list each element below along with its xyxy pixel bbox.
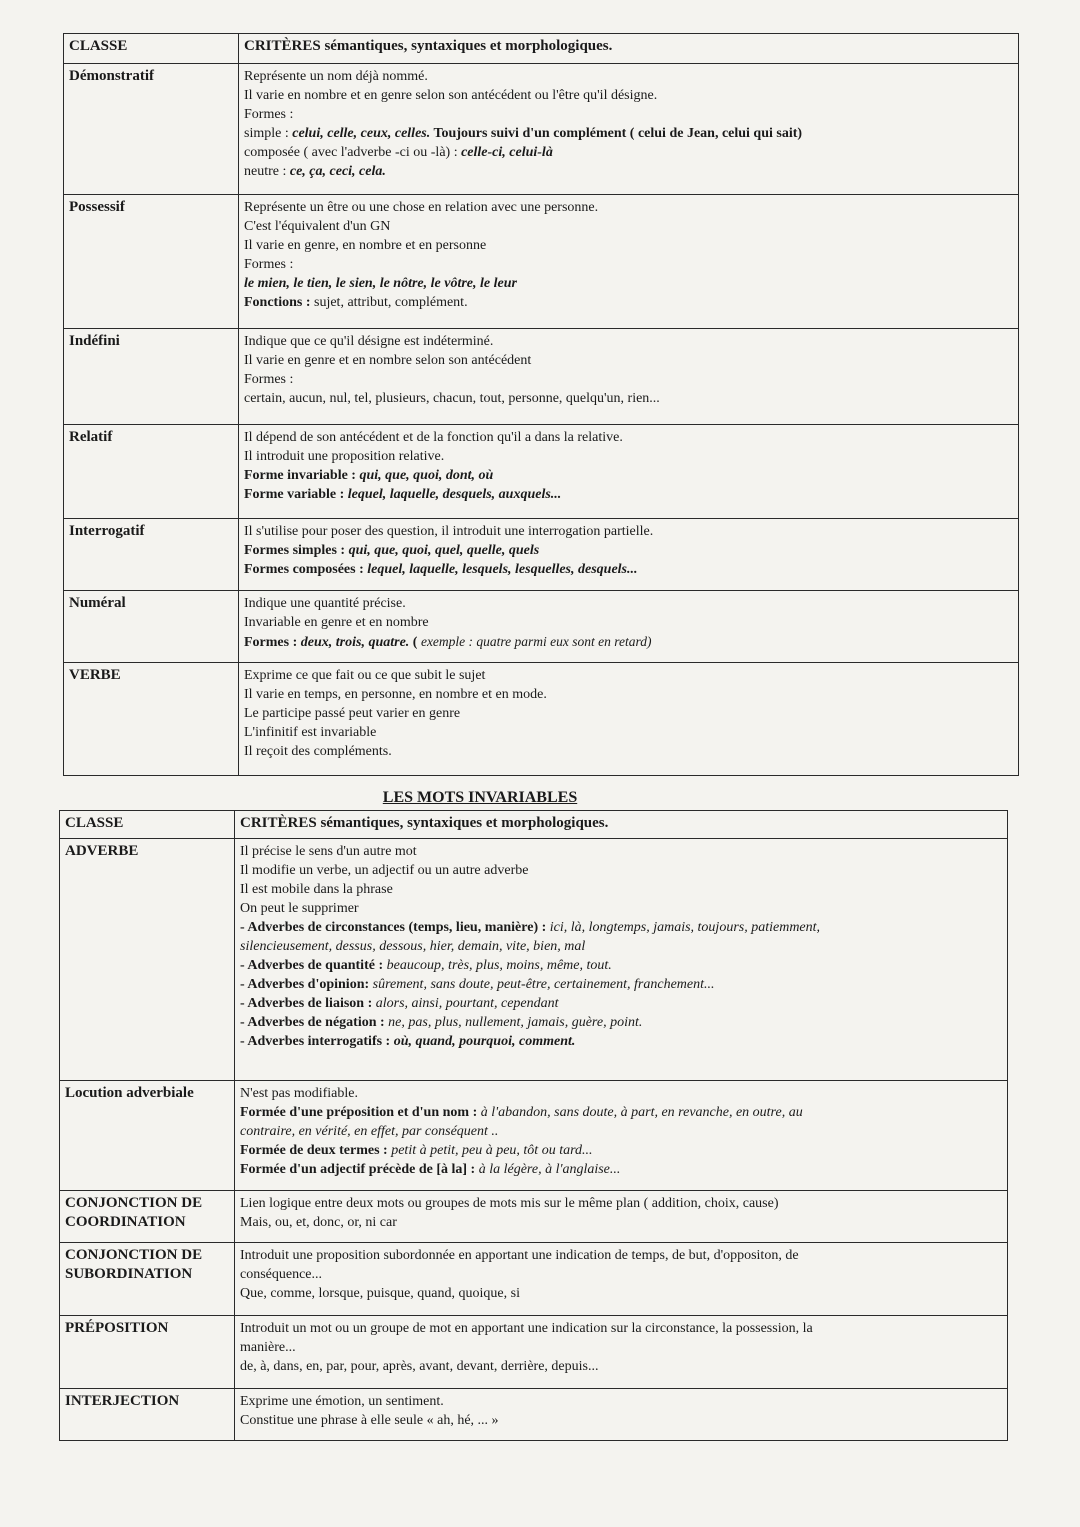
text-line: CONJONCTION DE: [65, 1247, 203, 1263]
forms-text: où, quand, pourquoi, comment.: [393, 1034, 576, 1049]
text-line: Introduit une proposition subordonnée en apportant une indication de temps, de but, d'oppositon, de: [240, 1248, 799, 1263]
text-line: Le participe passé peut varier en genre: [244, 706, 461, 721]
text-segment: sujet, attribut, complément.: [310, 295, 468, 310]
text-segment: - Adverbes interrogatifs :: [240, 1034, 394, 1049]
text-line: Formes :: [244, 107, 294, 122]
example-text: beaucoup, très, plus, moins, même, tout.: [386, 958, 612, 973]
classe-label: Locution adverbiale: [60, 1081, 235, 1191]
text-segment: Toujours suivi d'un complément ( celui de Jean, celui qui sait): [430, 126, 803, 141]
text-segment: - Adverbes de circonstances (temps, lieu, manière) :: [240, 920, 550, 935]
criteres-cell: [239, 195, 1019, 329]
text-segment: neutre :: [244, 164, 290, 179]
text-line: Il est mobile dans la phrase: [240, 882, 393, 897]
text-line: [240, 975, 1002, 994]
text-segment: Formée d'une préposition et d'un nom :: [240, 1105, 481, 1120]
text-line: Que, comme, lorsque, puisque, quand, quoique, si: [240, 1286, 520, 1301]
forms-text: lequel, laquelle, lesquels, lesquelles, desquels...: [367, 562, 638, 577]
text-segment: Fonctions :: [244, 295, 311, 310]
text-line: [244, 541, 1013, 560]
row-conjonction-coordination: [60, 1191, 1008, 1243]
variable-words-table: [63, 33, 1019, 776]
classe-label: ADVERBE: [60, 839, 235, 1081]
example-text: petit à petit, peu à peu, tôt ou tard...: [391, 1143, 593, 1158]
text-line: Il précise le sens d'un autre mot: [240, 844, 417, 859]
text-line: Il modifie un verbe, un adjectif ou un autre adverbe: [240, 863, 529, 878]
forms-text: ce, ça, ceci, cela.: [289, 164, 386, 179]
text-line: Indique une quantité précise.: [244, 596, 406, 611]
example-text: sûrement, sans doute, peut-être, certainement, franchement...: [372, 977, 715, 992]
section-title: LES MOTS INVARIABLES: [382, 789, 578, 806]
text-line: [240, 1013, 1002, 1032]
header-classe: CLASSE: [60, 811, 235, 839]
text-line: SUBORDINATION: [65, 1266, 193, 1282]
example-text: ne, pas, plus, nullement, jamais, guère, point.: [388, 1015, 643, 1030]
classe-label: Relatif: [64, 425, 239, 519]
text-line: Exprime ce que fait ou ce que subit le sujet: [244, 668, 486, 683]
criteres-cell: [235, 1389, 1008, 1441]
row-interrogatif: [64, 519, 1019, 591]
text-line: [240, 1032, 1002, 1051]
text-line: manière...: [240, 1340, 296, 1355]
classe-label: Possessif: [64, 195, 239, 329]
text-segment: - Adverbes de liaison :: [240, 996, 376, 1011]
row-locution-adverbiale: [60, 1081, 1008, 1191]
example-text: contraire, en vérité, en effet, par conséquent ..: [240, 1124, 499, 1139]
text-line: Formes :: [244, 372, 294, 387]
example-text: exemple : quatre parmi eux sont en retard): [420, 634, 652, 649]
text-line: Exprime une émotion, un sentiment.: [240, 1394, 444, 1409]
text-segment: (: [409, 635, 421, 650]
table-header-row: [64, 34, 1019, 64]
text-segment: Formes :: [244, 635, 301, 650]
text-line: On peut le supprimer: [240, 901, 359, 916]
row-demonstratif: [64, 64, 1019, 195]
text-line: [244, 162, 1013, 181]
criteres-cell: [239, 519, 1019, 591]
text-segment: Formes simples :: [244, 543, 349, 558]
criteres-cell: [239, 425, 1019, 519]
row-numeral: [64, 591, 1019, 663]
forms-text: qui, que, quoi, dont, où: [359, 468, 494, 483]
criteres-cell: [239, 663, 1019, 776]
text-line: Constitue une phrase à elle seule « ah, hé, ... »: [240, 1413, 499, 1428]
text-line: Formes :: [244, 257, 294, 272]
text-line: Lien logique entre deux mots ou groupes de mots mis sur le même plan ( addition, choix, cause): [240, 1196, 779, 1211]
classe-label: [60, 1191, 235, 1243]
text-line: certain, aucun, nul, tel, plusieurs, chacun, tout, personne, quelqu'un, rien...: [244, 391, 660, 406]
text-line: Il introduit une proposition relative.: [244, 449, 445, 464]
text-line: [240, 918, 1002, 937]
text-segment: Formée de deux termes :: [240, 1143, 392, 1158]
text-line: Indique que ce qu'il désigne est indéterminé.: [244, 334, 494, 349]
row-interjection: [60, 1389, 1008, 1441]
classe-label: Démonstratif: [64, 64, 239, 195]
header-criteres: CRITÈRES sémantiques, syntaxiques et morphologiques.: [239, 34, 1019, 64]
text-segment: Formes composées :: [244, 562, 368, 577]
text-line: [244, 560, 1013, 579]
text-line: COORDINATION: [65, 1214, 186, 1230]
criteres-cell: [239, 591, 1019, 663]
criteres-cell: [239, 329, 1019, 425]
header-criteres: CRITÈRES sémantiques, syntaxiques et morphologiques.: [235, 811, 1008, 839]
text-line: Représente un être ou une chose en relation avec une personne.: [244, 200, 599, 215]
text-line: [244, 485, 1013, 504]
forms-text: celui, celle, ceux, celles.: [292, 126, 431, 141]
criteres-cell: [235, 1243, 1008, 1316]
text-line: [240, 1160, 1002, 1179]
row-adverbe: [60, 839, 1008, 1081]
text-line: Il varie en temps, en personne, en nombre et en mode.: [244, 687, 547, 702]
text-line: [240, 956, 1002, 975]
text-line: conséquence...: [240, 1267, 323, 1282]
forms-text: lequel, laquelle, desquels, auxquels...: [347, 487, 562, 502]
text-segment: - Adverbes de négation :: [240, 1015, 389, 1030]
text-line: Mais, ou, et, donc, or, ni car: [240, 1215, 397, 1230]
text-segment: Forme variable :: [244, 487, 348, 502]
text-line: L'infinitif est invariable: [244, 725, 377, 740]
criteres-cell: [235, 1191, 1008, 1243]
text-line: [240, 1103, 1002, 1122]
criteres-cell: [239, 64, 1019, 195]
example-text: ici, là, longtemps, jamais, toujours, patiemment,: [549, 920, 821, 935]
classe-label: VERBE: [64, 663, 239, 776]
forms-text: deux, trois, quatre.: [300, 635, 410, 650]
text-line: N'est pas modifiable.: [240, 1086, 358, 1101]
classe-label: Numéral: [64, 591, 239, 663]
classe-label: INTERJECTION: [60, 1389, 235, 1441]
text-line: [240, 1141, 1002, 1160]
classe-label: PRÉPOSITION: [60, 1316, 235, 1389]
classe-label: Interrogatif: [64, 519, 239, 591]
text-line: [244, 293, 1013, 312]
text-line: Invariable en genre et en nombre: [244, 615, 429, 630]
text-line: Il dépend de son antécédent et de la fonction qu'il a dans la relative.: [244, 430, 623, 445]
text-line: [244, 124, 1013, 143]
classe-label: Indéfini: [64, 329, 239, 425]
text-segment: Formée d'un adjectif précède de [à la] :: [240, 1162, 479, 1177]
text-segment: Forme invariable :: [244, 468, 360, 483]
text-line: [240, 994, 1002, 1013]
text-segment: - Adverbes de quantité :: [240, 958, 387, 973]
example-text: alors, ainsi, pourtant, cependant: [375, 996, 559, 1011]
criteres-cell: [235, 1316, 1008, 1389]
criteres-cell: [235, 1081, 1008, 1191]
text-line: CONJONCTION DE: [65, 1195, 203, 1211]
row-verbe: [64, 663, 1019, 776]
row-preposition: [60, 1316, 1008, 1389]
example-text: à l'abandon, sans doute, à part, en revanche, en outre, au: [480, 1105, 803, 1120]
text-segment: composée ( avec l'adverbe -ci ou -là) :: [244, 145, 462, 160]
text-line: de, à, dans, en, par, pour, après, avant, devant, derrière, depuis...: [240, 1359, 599, 1374]
text-line: Représente un nom déjà nommé.: [244, 69, 428, 84]
row-relatif: [64, 425, 1019, 519]
row-possessif: [64, 195, 1019, 329]
text-line: C'est l'équivalent d'un GN: [244, 219, 391, 234]
text-segment: simple :: [244, 126, 293, 141]
text-line: Il varie en genre et en nombre selon son antécédent: [244, 353, 532, 368]
criteres-cell: [235, 839, 1008, 1081]
forms-text: qui, que, quoi, quel, quelle, quels: [348, 543, 540, 558]
table-header-row: [60, 811, 1008, 839]
example-text: à la légère, à l'anglaise...: [478, 1162, 621, 1177]
text-line: [244, 466, 1013, 485]
text-line: [244, 143, 1013, 162]
classe-label: [60, 1243, 235, 1316]
invariable-words-table: [59, 810, 1008, 1441]
row-conjonction-subordination: [60, 1243, 1008, 1316]
forms-text: celle-ci, celui-là: [461, 145, 553, 160]
row-indefini: [64, 329, 1019, 425]
header-classe: CLASSE: [64, 34, 239, 64]
forms-text: le mien, le tien, le sien, le nôtre, le vôtre, le leur: [244, 276, 517, 291]
text-line: Il varie en genre, en nombre et en personne: [244, 238, 487, 253]
text-line: Il varie en nombre et en genre selon son antécédent ou l'être qu'il désigne.: [244, 88, 658, 103]
text-line: Introduit un mot ou un groupe de mot en apportant une indication sur la circonstance, la possession, la: [240, 1321, 813, 1336]
text-line: Il s'utilise pour poser des question, il introduit une interrogation partielle.: [244, 524, 654, 539]
text-segment: - Adverbes d'opinion:: [240, 977, 373, 992]
example-text: silencieusement, dessus, dessous, hier, demain, vite, bien, mal: [240, 939, 586, 954]
text-line: [244, 632, 1013, 652]
text-line: Il reçoit des compléments.: [244, 744, 392, 759]
